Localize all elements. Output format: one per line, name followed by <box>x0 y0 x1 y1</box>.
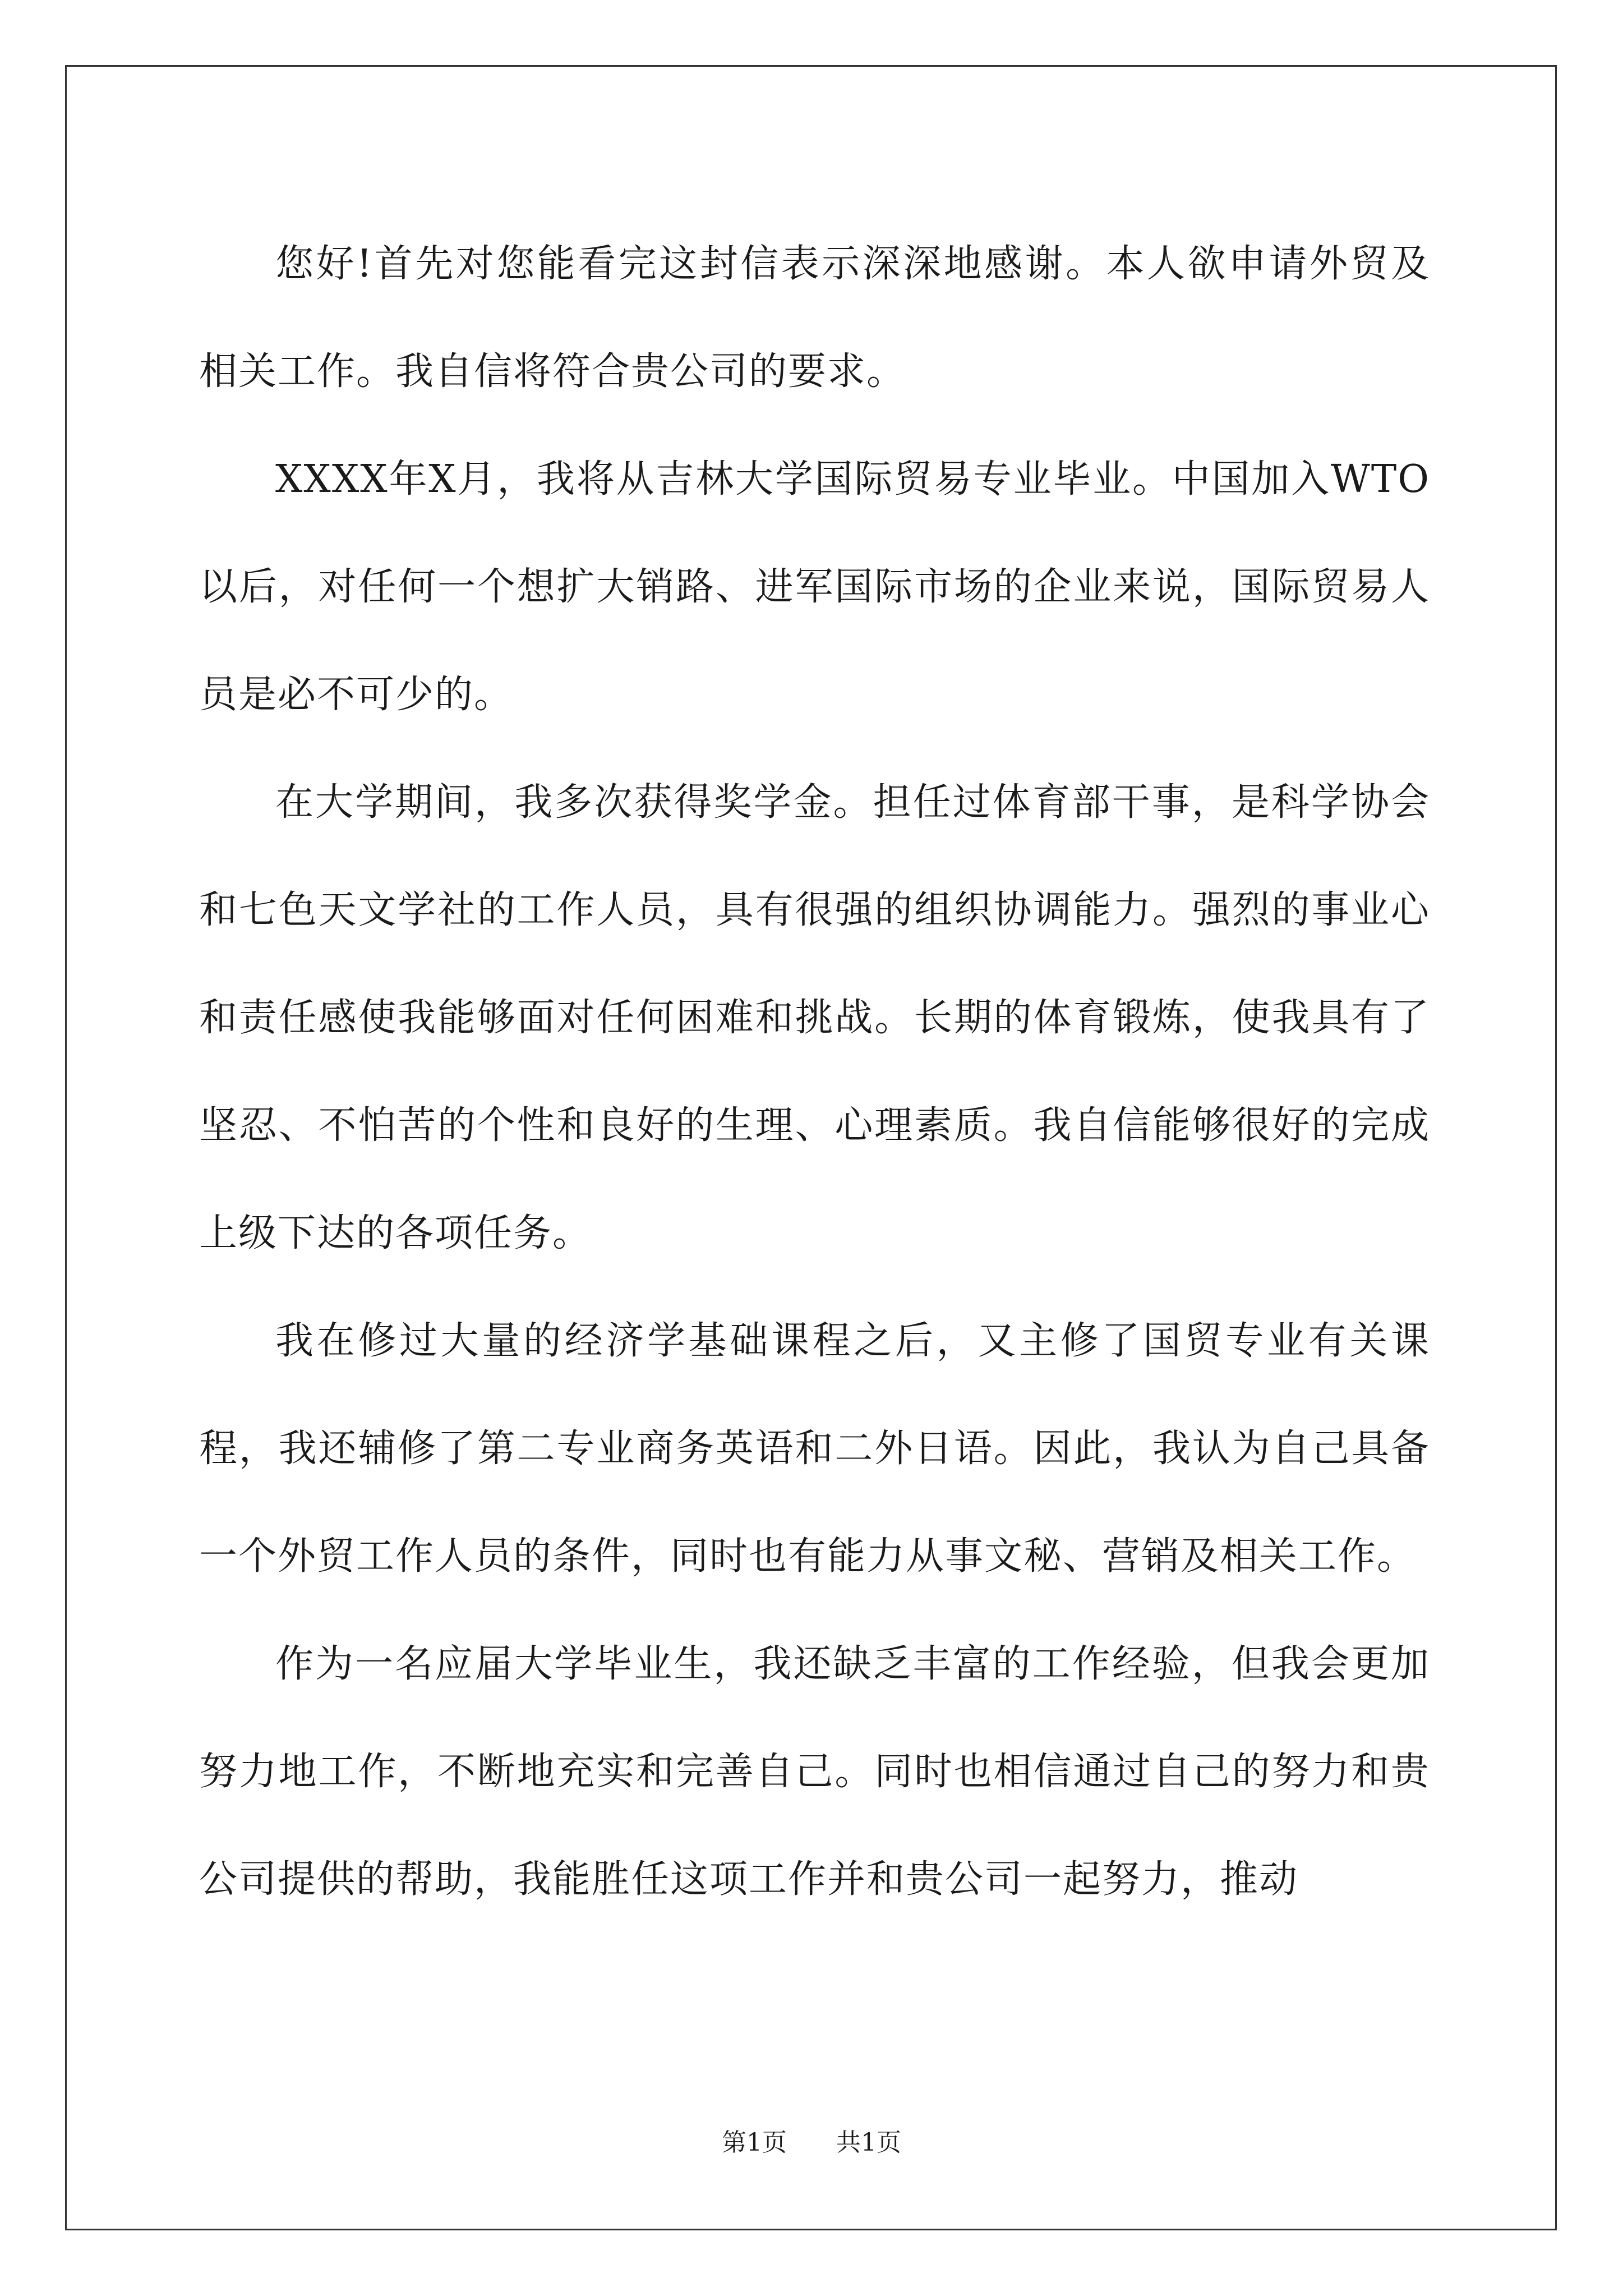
paragraph-university-activities: 在大学期间，我多次获得奖学金。担任过体育部干事，是科学协会和七色天文学社的工作人员，具有很强的组织协调能力。强烈的事业心和责任感使我能够面对任何困难和挑战。长期的体育锻炼，使我具有了坚忍、不怕苦的个性和良好的生理、心理素质。我自信能够很好的完成上级下达的各项任务。 <box>199 780 1430 1255</box>
paragraph-graduation: XXXX年X月，我将从吉林大学国际贸易专业毕业。中国加入WTO以后，对任何一个想扩大销路、进军国际市场的企业来说，国际贸易人员是必不可少的。 <box>199 457 1430 717</box>
page-total: 共1页 <box>836 2128 901 2157</box>
paragraph-coursework: 我在修过大量的经济学基础课程之后，又主修了国贸专业有关课程，我还辅修了第二专业商务英语和二外日语。因此，我认为自己具备一个外贸工作人员的条件，同时也有能力从事文秘、营销及相关工作。 <box>199 1319 1430 1579</box>
page-number: 第1页 <box>722 2128 787 2157</box>
paragraph-greeting: 您好!首先对您能看完这封信表示深深地感谢。本人欲申请外贸及相关工作。我自信将符合贵公司的要求。 <box>199 242 1430 394</box>
letter-body <box>199 210 1430 1934</box>
paragraph-commitment: 作为一名应届大学毕业生，我还缺乏丰富的工作经验，但我会更加努力地工作，不断地充实和完善自己。同时也相信通过自己的努力和贵公司提供的帮助，我能胜任这项工作并和贵公司一起努力，推动 <box>199 1642 1430 1902</box>
page-footer <box>0 2126 1623 2160</box>
